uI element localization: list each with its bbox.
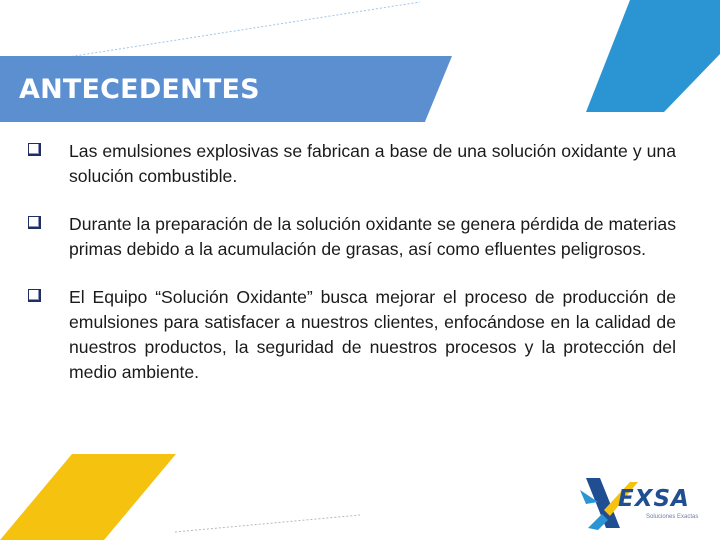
checkbox-icon — [28, 143, 41, 156]
checkbox-icon — [28, 289, 41, 302]
exsa-logo — [578, 470, 710, 534]
logo-tagline: Soluciones Exactas — [646, 514, 699, 520]
yellow-accent-shape — [0, 454, 176, 540]
list-item — [24, 212, 676, 262]
dashed-line-top — [36, 2, 420, 62]
bullet-text: Durante la preparación de la solución oxidante se genera pérdida de materias primas debido a la acumulación de grasas, así como efluentes peligrosos. — [69, 214, 676, 259]
list-item — [24, 139, 676, 189]
bullet-text: El Equipo “Solución Oxidante” busca mejorar el proceso de producción de emulsiones para satisfacer a nuestros clientes, enfocándose en la calidad de nuestros productos, la seguridad de nuestros procesos y la protección del medio ambiente. — [69, 287, 676, 382]
list-item — [24, 285, 676, 385]
slide-title: ANTECEDENTES — [19, 74, 260, 105]
checkbox-icon — [28, 216, 41, 229]
logo-wordmark: EXSA — [618, 486, 690, 512]
bullet-list — [24, 139, 676, 385]
dashed-line-bottom — [175, 515, 360, 532]
bullet-text: Las emulsiones explosivas se fabrican a base de una solución oxidante y una solución combustible. — [69, 141, 676, 186]
blue-accent-shape — [586, 0, 720, 112]
